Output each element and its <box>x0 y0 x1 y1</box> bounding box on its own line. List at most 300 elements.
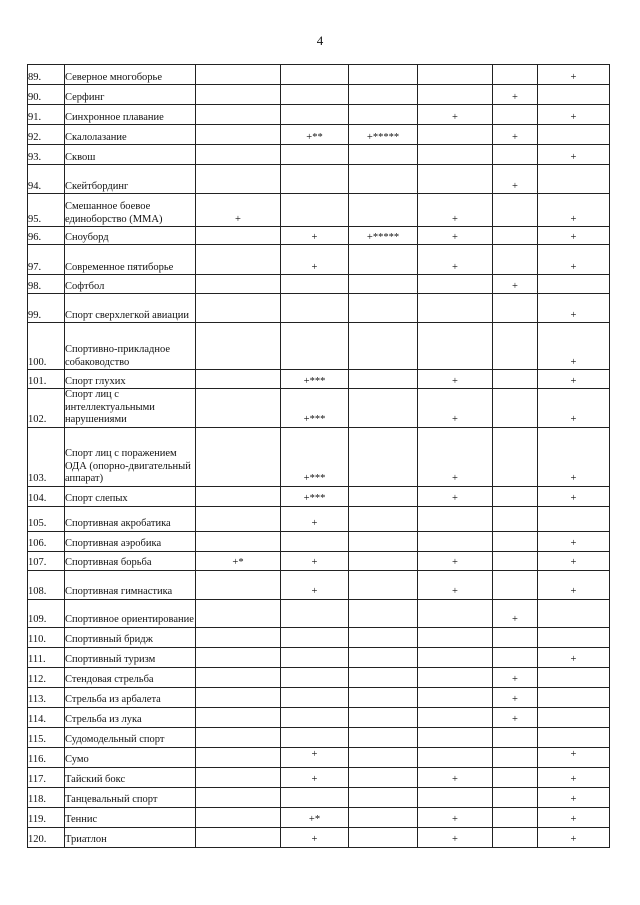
row-number: 94. <box>28 165 65 194</box>
mark-value: + <box>311 231 318 243</box>
mark-value: + <box>452 231 458 243</box>
mark-cell <box>196 486 281 506</box>
table-row <box>28 667 610 687</box>
mark-cell <box>349 747 418 767</box>
table-row <box>28 827 610 847</box>
sport-name: Спорт слепых <box>65 486 196 506</box>
mark-cell <box>349 570 418 599</box>
mark-cell <box>493 551 538 570</box>
mark-cell <box>418 707 493 727</box>
mark-cell <box>538 125 610 145</box>
mark-value: +***** <box>366 131 400 143</box>
mark-value: + <box>570 834 577 845</box>
mark-cell <box>493 370 538 389</box>
row-number: 97. <box>28 245 65 275</box>
mark-value: + <box>452 774 458 785</box>
table-row <box>28 506 610 531</box>
mark-value: + <box>452 111 458 123</box>
mark-value: + <box>452 213 458 225</box>
mark-value: + <box>311 586 318 597</box>
mark-cell <box>493 245 538 275</box>
mark-cell <box>349 389 418 428</box>
sport-name: Спортивная борьба <box>65 551 196 570</box>
mark-cell <box>418 627 493 647</box>
mark-cell <box>281 551 349 570</box>
sport-name: Сумо <box>65 747 196 767</box>
row-number: 90. <box>28 85 65 105</box>
table-row <box>28 551 610 570</box>
mark-cell <box>281 667 349 687</box>
table-row <box>28 125 610 145</box>
mark-cell <box>493 687 538 707</box>
row-number: 112. <box>28 667 65 687</box>
table-row <box>28 807 610 827</box>
mark-cell <box>538 687 610 707</box>
sport-name: Сквош <box>65 145 196 165</box>
mark-cell <box>418 667 493 687</box>
mark-cell <box>196 65 281 85</box>
mark-value: + <box>570 473 577 484</box>
mark-cell <box>538 727 610 747</box>
mark-cell <box>196 85 281 105</box>
mark-cell <box>196 747 281 767</box>
table-row <box>28 85 610 105</box>
table-row <box>28 245 610 275</box>
row-number: 99. <box>28 294 65 323</box>
sport-name: Стрельба из арбалета <box>65 687 196 707</box>
table-row <box>28 486 610 506</box>
mark-cell <box>493 165 538 194</box>
mark-value: + <box>570 654 577 665</box>
mark-cell <box>349 647 418 667</box>
mark-cell <box>349 627 418 647</box>
table-row <box>28 275 610 294</box>
mark-cell <box>538 807 610 827</box>
mark-cell <box>493 827 538 847</box>
mark-value: + <box>570 261 577 273</box>
mark-cell <box>196 551 281 570</box>
mark-cell <box>349 105 418 125</box>
table-row <box>28 767 610 787</box>
mark-cell <box>281 165 349 194</box>
table-row <box>28 194 610 227</box>
mark-cell <box>418 427 493 486</box>
sport-name: Спортивное ориентирование <box>65 599 196 627</box>
mark-cell <box>418 85 493 105</box>
sport-name: Спортивный туризм <box>65 647 196 667</box>
mark-cell <box>281 531 349 551</box>
row-number: 118. <box>28 787 65 807</box>
mark-cell <box>418 105 493 125</box>
mark-cell <box>281 275 349 294</box>
mark-cell <box>538 65 610 85</box>
mark-cell <box>418 570 493 599</box>
mark-cell <box>281 65 349 85</box>
mark-cell <box>493 506 538 531</box>
mark-value: + <box>570 774 577 785</box>
mark-cell <box>538 105 610 125</box>
row-number: 101. <box>28 370 65 389</box>
mark-cell <box>538 551 610 570</box>
table-row <box>28 389 610 428</box>
mark-cell <box>493 275 538 294</box>
row-number: 103. <box>28 427 65 486</box>
mark-value: + <box>235 213 241 225</box>
mark-value: + <box>570 309 577 321</box>
sports-table <box>27 64 610 848</box>
mark-cell <box>281 370 349 389</box>
mark-cell <box>493 427 538 486</box>
mark-cell <box>349 227 418 245</box>
mark-cell <box>493 125 538 145</box>
mark-cell <box>349 145 418 165</box>
mark-value: + <box>570 748 577 760</box>
mark-value: + <box>311 774 318 785</box>
mark-cell <box>493 627 538 647</box>
mark-value: + <box>452 557 458 568</box>
mark-cell <box>493 707 538 727</box>
mark-cell <box>418 165 493 194</box>
mark-cell <box>349 531 418 551</box>
mark-cell <box>418 787 493 807</box>
mark-cell <box>538 85 610 105</box>
sport-name: Скейтбординг <box>65 165 196 194</box>
mark-cell <box>281 727 349 747</box>
sport-name: Триатлон <box>65 827 196 847</box>
mark-value: + <box>452 834 458 845</box>
sport-name: Серфинг <box>65 85 196 105</box>
mark-value: + <box>570 375 577 387</box>
row-number: 93. <box>28 145 65 165</box>
row-number: 96. <box>28 227 65 245</box>
mark-value: + <box>512 131 518 143</box>
mark-cell <box>538 787 610 807</box>
mark-cell <box>196 389 281 428</box>
table-row <box>28 707 610 727</box>
mark-cell <box>418 551 493 570</box>
mark-cell <box>349 827 418 847</box>
table-row <box>28 687 610 707</box>
mark-cell <box>538 275 610 294</box>
mark-cell <box>493 599 538 627</box>
mark-value: + <box>452 814 458 825</box>
mark-cell <box>196 599 281 627</box>
mark-value: + <box>311 518 318 529</box>
row-number: 109. <box>28 599 65 627</box>
mark-cell <box>493 570 538 599</box>
mark-cell <box>538 389 610 428</box>
mark-cell <box>281 245 349 275</box>
mark-cell <box>349 125 418 145</box>
mark-cell <box>281 85 349 105</box>
mark-value: +* <box>308 814 321 825</box>
table-row <box>28 65 610 85</box>
mark-value: + <box>512 714 518 725</box>
mark-cell <box>349 687 418 707</box>
mark-value: + <box>512 614 518 625</box>
row-number: 114. <box>28 707 65 727</box>
mark-cell <box>349 294 418 323</box>
mark-cell <box>281 389 349 428</box>
mark-cell <box>349 85 418 105</box>
mark-cell <box>281 125 349 145</box>
mark-cell <box>538 647 610 667</box>
mark-value: + <box>512 91 518 103</box>
mark-cell <box>538 707 610 727</box>
mark-cell <box>196 787 281 807</box>
row-number: 110. <box>28 627 65 647</box>
mark-value: + <box>452 375 458 387</box>
mark-value: + <box>452 586 458 597</box>
table-row <box>28 570 610 599</box>
mark-cell <box>493 767 538 787</box>
table-row <box>28 427 610 486</box>
page-number: 4 <box>316 33 324 48</box>
mark-cell <box>418 727 493 747</box>
mark-cell <box>493 389 538 428</box>
mark-cell <box>538 227 610 245</box>
mark-cell <box>493 486 538 506</box>
mark-cell <box>349 787 418 807</box>
sport-name: Смешанное боевое единоборство (ММА) <box>65 194 196 227</box>
mark-cell <box>349 767 418 787</box>
table-row <box>28 294 610 323</box>
mark-cell <box>493 667 538 687</box>
mark-value: + <box>570 356 577 368</box>
mark-cell <box>196 227 281 245</box>
mark-cell <box>196 531 281 551</box>
mark-cell <box>196 767 281 787</box>
row-number: 120. <box>28 827 65 847</box>
row-number: 119. <box>28 807 65 827</box>
mark-cell <box>418 323 493 370</box>
mark-value: +*** <box>303 493 326 504</box>
row-number: 98. <box>28 275 65 294</box>
mark-cell <box>538 627 610 647</box>
mark-cell <box>418 807 493 827</box>
mark-cell <box>196 194 281 227</box>
mark-cell <box>418 294 493 323</box>
mark-cell <box>281 145 349 165</box>
mark-cell <box>418 767 493 787</box>
row-number: 108. <box>28 570 65 599</box>
row-number: 100. <box>28 323 65 370</box>
mark-value: + <box>311 557 318 568</box>
sport-name: Спорт лиц с интеллектуальными нарушениями <box>65 389 196 428</box>
mark-cell <box>196 105 281 125</box>
mark-value: +*** <box>303 375 326 387</box>
table-row <box>28 370 610 389</box>
mark-cell <box>538 531 610 551</box>
mark-value: +***** <box>366 231 400 243</box>
mark-cell <box>281 599 349 627</box>
mark-value: + <box>570 794 577 805</box>
mark-value: + <box>570 586 577 597</box>
sport-name: Северное многоборье <box>65 65 196 85</box>
mark-value: + <box>570 213 577 225</box>
mark-cell <box>196 323 281 370</box>
mark-cell <box>418 245 493 275</box>
mark-cell <box>493 194 538 227</box>
mark-cell <box>196 707 281 727</box>
mark-cell <box>418 486 493 506</box>
row-number: 111. <box>28 647 65 667</box>
table-row <box>28 145 610 165</box>
mark-value: + <box>512 280 518 292</box>
mark-cell <box>196 165 281 194</box>
mark-value: + <box>452 493 458 504</box>
sport-name: Теннис <box>65 807 196 827</box>
table-row <box>28 227 610 245</box>
mark-cell <box>196 807 281 827</box>
mark-cell <box>538 506 610 531</box>
mark-cell <box>493 145 538 165</box>
mark-cell <box>418 125 493 145</box>
mark-cell <box>281 570 349 599</box>
table-row <box>28 647 610 667</box>
mark-cell <box>538 599 610 627</box>
mark-cell <box>493 747 538 767</box>
mark-value: + <box>570 231 577 243</box>
table-row <box>28 627 610 647</box>
mark-value: + <box>570 414 577 425</box>
mark-cell <box>418 370 493 389</box>
sports-table-body <box>28 65 610 848</box>
mark-value: + <box>570 557 577 568</box>
mark-cell <box>196 145 281 165</box>
mark-cell <box>196 427 281 486</box>
mark-value: +*** <box>303 473 326 484</box>
mark-cell <box>196 370 281 389</box>
table-row <box>28 599 610 627</box>
mark-cell <box>493 323 538 370</box>
mark-cell <box>493 105 538 125</box>
sport-name: Софтбол <box>65 275 196 294</box>
mark-cell <box>418 227 493 245</box>
mark-cell <box>493 85 538 105</box>
mark-cell <box>281 323 349 370</box>
mark-cell <box>349 65 418 85</box>
sport-name: Танцевальный спорт <box>65 787 196 807</box>
mark-cell <box>281 294 349 323</box>
mark-cell <box>349 486 418 506</box>
mark-cell <box>418 531 493 551</box>
mark-value: + <box>452 414 458 425</box>
sport-name: Спортивно-прикладное собаководство <box>65 323 196 370</box>
mark-cell <box>538 486 610 506</box>
sport-name: Стендовая стрельба <box>65 667 196 687</box>
sport-name: Спортивный бридж <box>65 627 196 647</box>
mark-cell <box>349 807 418 827</box>
mark-cell <box>281 647 349 667</box>
row-number: 113. <box>28 687 65 707</box>
mark-cell <box>418 687 493 707</box>
mark-cell <box>418 747 493 767</box>
mark-cell <box>418 506 493 531</box>
mark-cell <box>538 294 610 323</box>
mark-cell <box>349 667 418 687</box>
mark-value: + <box>570 71 577 83</box>
row-number: 106. <box>28 531 65 551</box>
sport-name: Спорт сверхлегкой авиации <box>65 294 196 323</box>
mark-cell <box>349 599 418 627</box>
mark-value: + <box>512 674 518 685</box>
mark-cell <box>196 827 281 847</box>
mark-cell <box>281 105 349 125</box>
sport-name: Тайский бокс <box>65 767 196 787</box>
mark-cell <box>538 165 610 194</box>
sport-name: Судомодельный спорт <box>65 727 196 747</box>
mark-cell <box>418 647 493 667</box>
mark-cell <box>196 275 281 294</box>
mark-cell <box>493 647 538 667</box>
mark-cell <box>281 427 349 486</box>
mark-cell <box>538 323 610 370</box>
mark-value: + <box>570 538 577 549</box>
mark-cell <box>349 506 418 531</box>
mark-cell <box>493 65 538 85</box>
sport-name: Спортивная акробатика <box>65 506 196 531</box>
mark-cell <box>349 727 418 747</box>
row-number: 89. <box>28 65 65 85</box>
mark-cell <box>418 599 493 627</box>
mark-cell <box>349 323 418 370</box>
mark-value: +** <box>306 131 323 143</box>
table-row <box>28 105 610 125</box>
row-number: 105. <box>28 506 65 531</box>
mark-value: + <box>311 748 318 760</box>
row-number: 95. <box>28 194 65 227</box>
sport-name: Стрельба из лука <box>65 707 196 727</box>
sport-name: Спорт глухих <box>65 370 196 389</box>
mark-cell <box>196 687 281 707</box>
mark-cell <box>349 551 418 570</box>
sport-name: Скалолазание <box>65 125 196 145</box>
mark-cell <box>538 194 610 227</box>
mark-cell <box>349 707 418 727</box>
row-number: 104. <box>28 486 65 506</box>
row-number: 91. <box>28 105 65 125</box>
mark-cell <box>418 65 493 85</box>
mark-cell <box>493 531 538 551</box>
mark-cell <box>281 486 349 506</box>
sport-name: Спортивная гимнастика <box>65 570 196 599</box>
mark-cell <box>196 294 281 323</box>
mark-cell <box>349 194 418 227</box>
mark-value: + <box>570 814 577 825</box>
mark-cell <box>493 227 538 245</box>
mark-value: +*** <box>303 414 326 425</box>
row-number: 117. <box>28 767 65 787</box>
mark-value: + <box>570 151 577 163</box>
mark-cell <box>493 294 538 323</box>
mark-cell <box>281 627 349 647</box>
mark-value: + <box>512 180 518 192</box>
mark-cell <box>538 827 610 847</box>
row-number: 116. <box>28 747 65 767</box>
mark-cell <box>493 727 538 747</box>
mark-cell <box>349 165 418 194</box>
mark-cell <box>196 667 281 687</box>
mark-cell <box>418 827 493 847</box>
sport-name: Спорт лиц с поражением ОДА (опорно-двигательный аппарат) <box>65 427 196 486</box>
mark-cell <box>281 787 349 807</box>
mark-cell <box>196 245 281 275</box>
mark-cell <box>196 125 281 145</box>
row-number: 92. <box>28 125 65 145</box>
mark-cell <box>493 807 538 827</box>
row-number: 115. <box>28 727 65 747</box>
